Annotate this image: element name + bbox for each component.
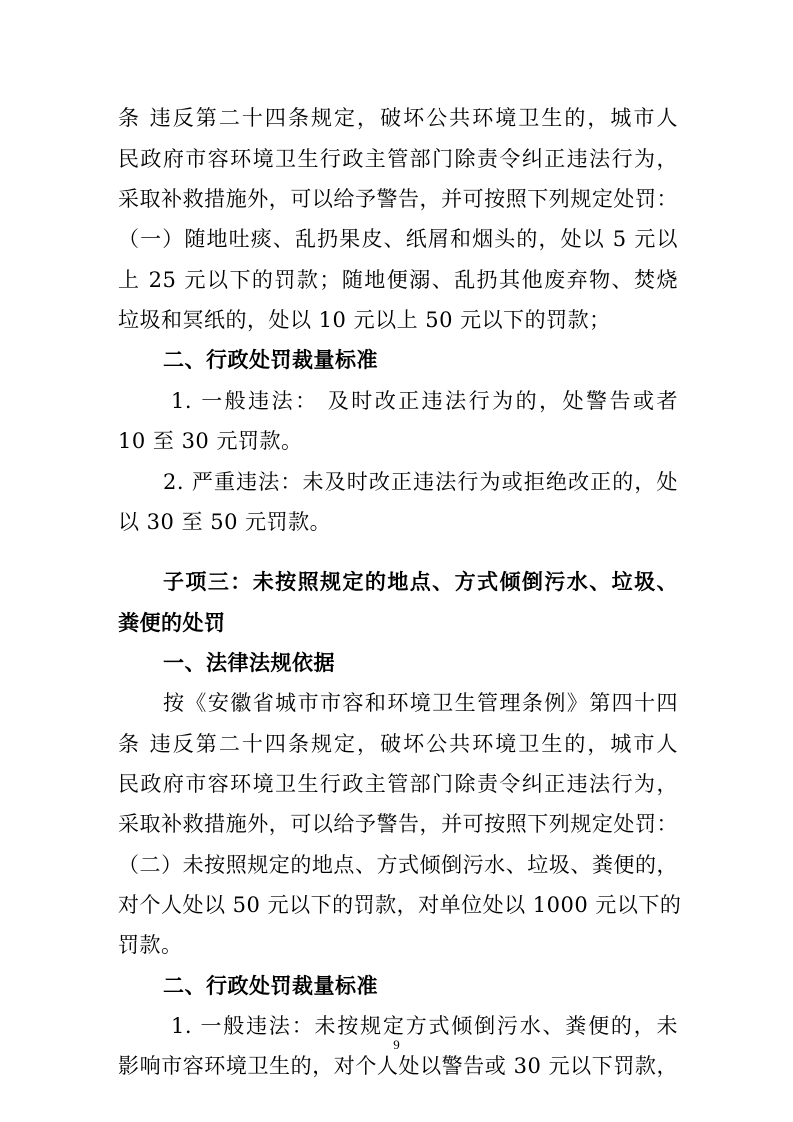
body-text-line: 民政府市容环境卫生行政主管部门除责令纠正违法行为， [118, 772, 678, 796]
page-number: 9 [393, 1037, 400, 1052]
section-heading: 一、法律法规依据 [163, 651, 335, 675]
body-text-line: 条 违反第二十四条规定，破坏公共环境卫生的，城市人 [118, 106, 678, 130]
body-text-line: 影响市容环境卫生的，对个人处以警告或 30 元以下罚款， [118, 1054, 678, 1078]
body-text-line: 1. 一般违法：未按规定方式倾倒污水、粪便的，未 [171, 1014, 678, 1038]
section-heading: 二、行政处罚裁量标准 [163, 974, 378, 998]
body-text-line: 垃圾和冥纸的，处以 10 元以上 50 元以下的罚款； [118, 308, 611, 332]
body-text-line: 条 违反第二十四条规定，破坏公共环境卫生的，城市人 [118, 732, 678, 756]
body-text-line: 民政府市容环境卫生行政主管部门除责令纠正违法行为， [118, 147, 678, 171]
body-text-line: 罚款。 [118, 933, 183, 957]
body-text-line: 按《安徽省城市市容和环境卫生管理条例》第四十四 [163, 691, 678, 715]
body-text-line: 1. 一般违法： 及时改正违法行为的，处警告或者 [171, 389, 678, 413]
body-text-line: 采取补救措施外，可以给予警告，并可按照下列规定处罚： [118, 187, 678, 211]
body-text-line: 采取补救措施外，可以给予警告，并可按照下列规定处罚： [118, 812, 678, 836]
body-text-line: （一）随地吐痰、乱扔果皮、纸屑和烟头的，处以 5 元以 [118, 227, 678, 251]
body-text-line: 10 至 30 元罚款。 [118, 429, 303, 453]
body-text-line: 以 30 至 50 元罚款。 [118, 510, 332, 534]
body-text-line: 上 25 元以下的罚款；随地便溺、乱扔其他废弃物、焚烧 [118, 268, 678, 292]
body-text-line: （二）未按照规定的地点、方式倾倒污水、垃圾、粪便的， [118, 853, 678, 877]
body-text-line: 2. 严重违法：未及时改正违法行为或拒绝改正的，处 [163, 470, 678, 494]
section-heading: 二、行政处罚裁量标准 [163, 348, 378, 372]
body-text-line: 对个人处以 50 元以下的罚款，对单位处以 1000 元以下的 [118, 893, 682, 917]
subsection-title: 粪便的处罚 [118, 611, 226, 635]
subsection-title: 子项三：未按照规定的地点、方式倾倒污水、垃圾、 [163, 570, 678, 594]
